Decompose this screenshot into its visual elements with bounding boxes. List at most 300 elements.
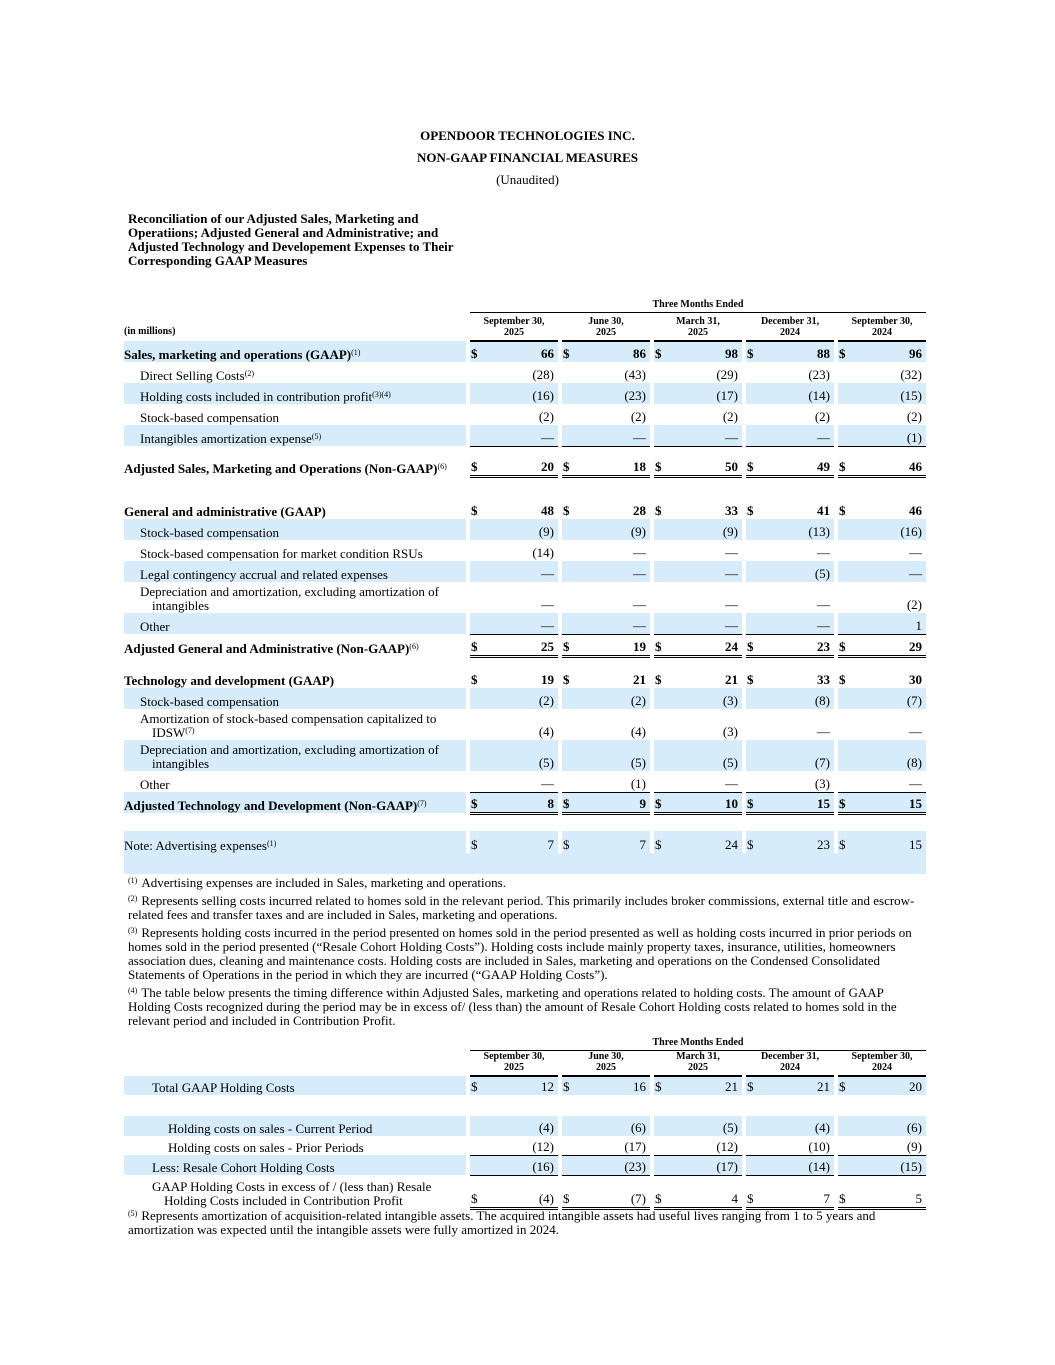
table-row — [124, 383, 926, 404]
value-cell: (9) — [850, 1136, 926, 1155]
value-cell: — — [666, 425, 742, 446]
row-label-text: Stock-based compensation — [140, 694, 279, 709]
value-cell: (15) — [850, 383, 926, 404]
currency-symbol — [562, 540, 574, 561]
spacer-row — [124, 656, 926, 667]
spacer-row — [124, 813, 926, 831]
table-row — [124, 362, 926, 383]
currency-symbol — [838, 540, 850, 561]
currency-symbol — [654, 519, 666, 540]
row-label-text: Stock-based compensation — [140, 525, 279, 540]
row-label-text: Note: Advertising expenses — [124, 838, 267, 853]
currency-symbol: $ — [563, 672, 570, 687]
currency-symbol — [654, 1155, 666, 1175]
holding-costs-table — [124, 1035, 926, 1210]
value-cell: (4) — [482, 1175, 558, 1208]
row-label-text: Amortization of stock-based compensation capitalized to IDSW — [140, 711, 437, 740]
value-cell: 15 — [758, 792, 834, 813]
table-row — [124, 613, 926, 634]
value-cell: (3) — [758, 771, 834, 792]
value-cell: (13) — [758, 519, 834, 540]
currency-symbol: $ — [470, 792, 482, 813]
spacer-cell — [124, 1095, 926, 1116]
value-cell: (23) — [574, 1155, 650, 1175]
row-label-text: Depreciation and amortization, excluding amortization of intangibles — [140, 584, 439, 613]
value-cell: (43) — [624, 367, 646, 382]
column-header: March 31, 2025 — [654, 312, 742, 341]
value-cell: (9) — [666, 519, 742, 540]
currency-symbol — [654, 1136, 666, 1155]
currency-symbol — [562, 771, 574, 792]
value-cell: (2) — [482, 688, 558, 709]
value-cell: 48 — [541, 503, 554, 518]
currency-symbol — [470, 362, 482, 383]
currency-symbol — [838, 1136, 850, 1155]
column-header: June 30, 2025 — [562, 312, 650, 341]
value-cell: 50 — [666, 446, 742, 476]
currency-symbol: $ — [654, 1175, 666, 1208]
period-header-row — [124, 1035, 926, 1050]
value-cell: 7 — [482, 831, 558, 853]
value-cell: (4) — [758, 1116, 834, 1136]
table-row — [124, 1175, 926, 1208]
currency-symbol: $ — [654, 446, 666, 476]
company-name: OPENDOOR TECHNOLOGIES INC. — [420, 128, 635, 143]
report-subtitle: (Unaudited) — [496, 172, 559, 187]
value-cell: 18 — [574, 446, 650, 476]
currency-symbol — [654, 425, 666, 446]
value-cell: — — [666, 771, 742, 792]
currency-symbol: $ — [654, 634, 666, 656]
currency-symbol — [654, 688, 666, 709]
value-cell: (7) — [758, 740, 834, 771]
table-row — [124, 341, 926, 362]
row-label-text: General and administrative (GAAP) — [124, 504, 326, 519]
table-row — [124, 688, 926, 709]
row-label-text: Adjusted Technology and Development (Non-GAAP) — [124, 798, 418, 813]
value-cell: (28) — [532, 367, 554, 382]
footnote-5: $^{(5)}$ Represents amortization of acquisition-related intangible assets. The acquired intangible assets had useful lives ranging from 1 to 5 years and amortization was expected until the intangible assets were fully amortized in 2024. — [128, 1208, 876, 1237]
column-header: September 30, 2024 — [838, 1050, 926, 1076]
footnote-1: $^{(1)}$ Advertising expenses are included in Sales, marketing and operations. — [128, 875, 506, 890]
section-title: Reconciliation of our Adjusted Sales, Marketing and Operatiions; Adjusted General and Administrative; and Adjusted Technology and Developement Expenses to Their Corresponding GAAP Measures — [128, 211, 454, 268]
currency-symbol: $ — [562, 446, 574, 476]
currency-symbol — [654, 740, 666, 771]
row-label-text: Technology and development (GAAP) — [124, 673, 335, 688]
row-label-text: Less: Resale Cohort Holding Costs — [152, 1160, 335, 1175]
currency-symbol — [838, 1116, 850, 1136]
row-label — [124, 667, 466, 688]
currency-symbol: $ — [838, 446, 850, 476]
spacer-cell — [124, 486, 926, 498]
currency-symbol — [562, 561, 574, 582]
currency-symbol — [838, 613, 850, 634]
currency-symbol — [562, 740, 574, 771]
currency-symbol: $ — [562, 1076, 574, 1095]
value-cell: — — [850, 561, 926, 582]
currency-symbol — [470, 383, 482, 404]
row-label — [124, 771, 466, 792]
table-row — [124, 404, 926, 425]
value-cell: (5) — [574, 740, 650, 771]
currency-symbol: $ — [746, 831, 758, 853]
value-cell: 10 — [666, 792, 742, 813]
currency-symbol — [470, 425, 482, 446]
spacer-cell — [124, 813, 926, 831]
row-label — [124, 634, 466, 656]
footnote-ref: (1) — [351, 348, 361, 357]
currency-symbol — [562, 404, 574, 425]
currency-symbol: $ — [655, 503, 662, 518]
table-row — [124, 1076, 926, 1095]
footnote-4: $^{(4)}$ The table below presents the timing difference within Adjusted Sales, marketing and operations related to holding costs. The amount of GAAP Holding Costs recognized during the period may be in excess of/ (less than) the amount of Resale Cohort Holding costs related to homes sold in the relevant period and included in Contribution Profit. — [128, 985, 897, 1028]
currency-symbol — [746, 404, 758, 425]
currency-symbol — [654, 540, 666, 561]
row-label — [124, 688, 466, 709]
value-cell: (7) — [850, 688, 926, 709]
footnote-3: $^{(3)}$ Represents holding costs incurred in the period presented on homes sold in the period presented as well as holding costs incurred in prior periods on homes sold in the period presented (“Resale Cohort Holding Costs”). Holding costs include mainly property taxes, insurance, utilities, homeowners association dues, cleaning and maintenance costs. Holding costs are included in Sales, marketing and operations on the Condensed Consolidated Statements of Operations in the period in which they are incurred (“GAAP Holding Costs”). — [128, 925, 912, 982]
value-cell: 98 — [666, 341, 742, 362]
value-cell: (8) — [850, 740, 926, 771]
column-header: December 31, 2024 — [746, 1050, 834, 1076]
currency-symbol: $ — [562, 1175, 574, 1208]
row-label — [124, 1076, 466, 1095]
currency-symbol — [470, 1155, 482, 1175]
currency-symbol: $ — [838, 341, 850, 362]
value-cell: (7) — [574, 1175, 650, 1208]
footnote-ref: (6) — [409, 642, 419, 651]
row-label — [124, 362, 466, 383]
currency-symbol — [746, 561, 758, 582]
value-cell: 21 — [758, 1076, 834, 1095]
currency-symbol — [746, 383, 758, 404]
currency-symbol: $ — [747, 672, 754, 687]
value-cell: 30 — [909, 672, 922, 687]
value-cell: 41 — [817, 503, 830, 518]
row-label — [124, 383, 466, 404]
currency-symbol: $ — [562, 341, 574, 362]
row-label — [124, 540, 466, 561]
currency-symbol — [562, 709, 574, 740]
row-label — [124, 1136, 466, 1155]
currency-symbol — [746, 688, 758, 709]
value-cell: — — [758, 613, 834, 634]
footnote-ref: (5) — [311, 432, 322, 441]
value-cell: (12) — [482, 1136, 558, 1155]
value-cell: (17) — [666, 383, 742, 404]
row-label-text: Depreciation and amortization, excluding amortization of intangibles — [140, 742, 439, 771]
value-cell: — — [574, 425, 650, 446]
currency-symbol: $ — [470, 446, 482, 476]
value-cell: — — [482, 613, 558, 634]
value-cell: — — [482, 771, 558, 792]
value-cell: 16 — [574, 1076, 650, 1095]
value-cell: 1 — [850, 613, 926, 634]
row-label-text: Intangibles amortization expense — [140, 431, 312, 446]
row-label-text: Stock-based compensation for market condition RSUs — [140, 546, 423, 561]
value-cell: — — [817, 597, 830, 612]
row-label — [124, 425, 466, 446]
value-cell: — — [633, 597, 646, 612]
value-cell: (17) — [574, 1136, 650, 1155]
currency-symbol — [746, 613, 758, 634]
currency-symbol: $ — [470, 341, 482, 362]
row-label-text: Holding costs on sales - Prior Periods — [168, 1140, 364, 1155]
value-cell: 21 — [666, 1076, 742, 1095]
value-cell: — — [482, 561, 558, 582]
row-label-text: Other — [140, 619, 170, 634]
value-cell: (5) — [758, 561, 834, 582]
table-row — [124, 831, 926, 853]
value-cell: (2) — [574, 688, 650, 709]
currency-symbol — [746, 771, 758, 792]
row-label-text: GAAP Holding Costs in excess of / (less than) Resale Holding Costs included in Contribution Profit — [152, 1179, 432, 1208]
value-cell: (5) — [482, 740, 558, 771]
currency-symbol — [838, 383, 850, 404]
table-row — [124, 792, 926, 813]
currency-symbol — [654, 613, 666, 634]
currency-symbol — [838, 740, 850, 771]
currency-symbol — [562, 383, 574, 404]
value-cell: 23 — [758, 634, 834, 656]
value-cell: (3) — [722, 724, 738, 739]
value-cell: 7 — [758, 1175, 834, 1208]
currency-symbol: $ — [839, 503, 846, 518]
currency-symbol — [838, 561, 850, 582]
currency-symbol — [746, 740, 758, 771]
value-cell: (9) — [574, 519, 650, 540]
value-cell: (3) — [666, 688, 742, 709]
currency-symbol — [746, 709, 758, 740]
value-cell: (2) — [906, 409, 922, 424]
row-label — [124, 404, 466, 425]
table-row — [124, 582, 926, 613]
currency-symbol: $ — [838, 634, 850, 656]
spacer-row — [124, 476, 926, 486]
currency-symbol — [562, 1155, 574, 1175]
currency-symbol — [746, 362, 758, 383]
footnote-ref: (1) — [266, 839, 277, 848]
value-cell: (2) — [722, 409, 738, 424]
period-header: Three Months Ended — [470, 296, 926, 312]
column-header: March 31, 2025 — [654, 1050, 742, 1076]
currency-symbol — [746, 1116, 758, 1136]
row-label — [124, 792, 466, 813]
currency-symbol — [654, 709, 666, 740]
value-cell: 46 — [850, 446, 926, 476]
currency-symbol — [562, 519, 574, 540]
value-cell: (17) — [666, 1155, 742, 1175]
value-cell: 5 — [850, 1175, 926, 1208]
value-cell: (2) — [814, 409, 830, 424]
row-label-text: Direct Selling Costs — [140, 368, 245, 383]
currency-symbol — [470, 540, 482, 561]
currency-symbol — [654, 383, 666, 404]
row-label — [124, 519, 466, 540]
table-row — [124, 667, 926, 688]
currency-symbol — [470, 1116, 482, 1136]
value-cell: — — [574, 613, 650, 634]
value-cell: — — [725, 545, 738, 560]
value-cell: — — [817, 724, 830, 739]
value-cell: — — [725, 597, 738, 612]
value-cell: 24 — [666, 634, 742, 656]
currency-symbol: $ — [747, 503, 754, 518]
value-cell: 19 — [574, 634, 650, 656]
row-label-text: Sales, marketing and operations (GAAP) — [124, 347, 352, 362]
value-cell: (32) — [900, 367, 922, 382]
value-cell: — — [633, 545, 646, 560]
currency-symbol — [746, 1155, 758, 1175]
value-cell: 86 — [574, 341, 650, 362]
row-label — [124, 582, 466, 613]
value-cell: 96 — [850, 341, 926, 362]
currency-symbol — [654, 771, 666, 792]
row-label-text: Total GAAP Holding Costs — [152, 1080, 295, 1095]
currency-symbol: $ — [470, 1076, 482, 1095]
currency-symbol — [838, 404, 850, 425]
footnote-ref: (3)(4) — [372, 390, 391, 399]
table-row — [124, 1116, 926, 1136]
currency-symbol: $ — [654, 792, 666, 813]
currency-symbol: $ — [654, 831, 666, 853]
value-cell: 20 — [482, 446, 558, 476]
period-header: Three Months Ended — [470, 1035, 926, 1050]
footnote-ref: (7) — [185, 726, 195, 735]
value-cell: 21 — [725, 672, 738, 687]
value-cell: — — [574, 561, 650, 582]
currency-symbol: $ — [838, 1175, 850, 1208]
currency-symbol — [654, 561, 666, 582]
units-label: (in millions) — [124, 326, 176, 337]
currency-symbol: $ — [470, 1175, 482, 1208]
currency-symbol — [654, 582, 666, 613]
value-cell: 8 — [482, 792, 558, 813]
value-cell: 7 — [574, 831, 650, 853]
table-row — [124, 540, 926, 561]
value-cell: — — [666, 613, 742, 634]
value-cell: (23) — [808, 367, 830, 382]
table-row — [124, 425, 926, 446]
row-label-text: Legal contingency accrual and related expenses — [140, 567, 388, 582]
currency-symbol: $ — [746, 1076, 758, 1095]
value-cell: — — [758, 425, 834, 446]
row-label — [124, 709, 466, 740]
row-label — [124, 1116, 466, 1136]
table-row — [124, 709, 926, 740]
currency-symbol — [838, 519, 850, 540]
value-cell: 23 — [758, 831, 834, 853]
column-header: December 31, 2024 — [746, 312, 834, 341]
currency-symbol — [470, 709, 482, 740]
currency-symbol — [470, 1136, 482, 1155]
currency-symbol: $ — [562, 792, 574, 813]
table-row — [124, 519, 926, 540]
column-header: September 30, 2024 — [838, 312, 926, 341]
value-cell: — — [541, 597, 554, 612]
value-cell: — — [909, 545, 922, 560]
value-cell: (2) — [538, 409, 554, 424]
table-row — [124, 634, 926, 656]
row-label-text: Adjusted General and Administrative (Non-GAAP) — [124, 641, 410, 656]
spacer-cell — [124, 853, 926, 874]
value-cell: 4 — [666, 1175, 742, 1208]
value-cell: 88 — [758, 341, 834, 362]
currency-symbol — [562, 582, 574, 613]
column-header: September 30, 2025 — [470, 312, 558, 341]
spacer-row — [124, 1095, 926, 1116]
value-cell: — — [817, 545, 830, 560]
currency-symbol — [838, 1155, 850, 1175]
currency-symbol — [654, 404, 666, 425]
currency-symbol — [838, 582, 850, 613]
row-label — [124, 740, 466, 771]
footnote-ref: (7) — [417, 799, 427, 808]
spacer-row — [124, 486, 926, 498]
currency-symbol: $ — [746, 1175, 758, 1208]
value-cell: 15 — [850, 831, 926, 853]
currency-symbol — [838, 688, 850, 709]
spacer-cell — [124, 476, 926, 486]
footnote-2: $^{(2)}$ Represents selling costs incurred related to homes sold in the relevant period. This primarily includes broker commissions, external title and escrow-related fees and transfer taxes and are included in Sales, marketing and operations. — [128, 893, 915, 922]
value-cell: 28 — [633, 503, 646, 518]
value-cell: (5) — [666, 740, 742, 771]
currency-symbol: $ — [838, 1076, 850, 1095]
value-cell: (1) — [574, 771, 650, 792]
row-label — [124, 498, 466, 519]
value-cell: — — [850, 771, 926, 792]
currency-symbol — [470, 561, 482, 582]
currency-symbol: $ — [471, 672, 478, 687]
currency-symbol — [654, 362, 666, 383]
column-header: September 30, 2025 — [470, 1050, 558, 1076]
value-cell: 29 — [850, 634, 926, 656]
currency-symbol: $ — [654, 1076, 666, 1095]
value-cell: 24 — [666, 831, 742, 853]
currency-symbol — [746, 425, 758, 446]
value-cell: (2) — [630, 409, 646, 424]
column-header-row — [124, 312, 926, 341]
value-cell: (16) — [482, 383, 558, 404]
value-cell: (2) — [906, 597, 922, 612]
value-cell: (12) — [666, 1136, 742, 1155]
value-cell: 25 — [482, 634, 558, 656]
value-cell: 12 — [482, 1076, 558, 1095]
table-row — [124, 771, 926, 792]
value-cell: 19 — [541, 672, 554, 687]
value-cell: — — [482, 425, 558, 446]
value-cell: (10) — [758, 1136, 834, 1155]
footnote-ref: (2) — [244, 369, 255, 378]
currency-symbol: $ — [746, 792, 758, 813]
row-label — [124, 561, 466, 582]
currency-symbol: $ — [746, 634, 758, 656]
currency-symbol — [470, 404, 482, 425]
row-label — [124, 446, 466, 476]
row-label-text: Adjusted Sales, Marketing and Operations (Non-GAAP) — [124, 461, 438, 476]
row-label — [124, 341, 466, 362]
table-row — [124, 1136, 926, 1155]
currency-symbol: $ — [562, 831, 574, 853]
row-label-text: Holding costs on sales - Current Period — [168, 1121, 373, 1136]
value-cell: 33 — [817, 672, 830, 687]
value-cell: 20 — [850, 1076, 926, 1095]
currency-symbol — [470, 613, 482, 634]
value-cell: — — [909, 724, 922, 739]
row-label — [124, 613, 466, 634]
currency-symbol: $ — [838, 792, 850, 813]
currency-symbol — [562, 425, 574, 446]
